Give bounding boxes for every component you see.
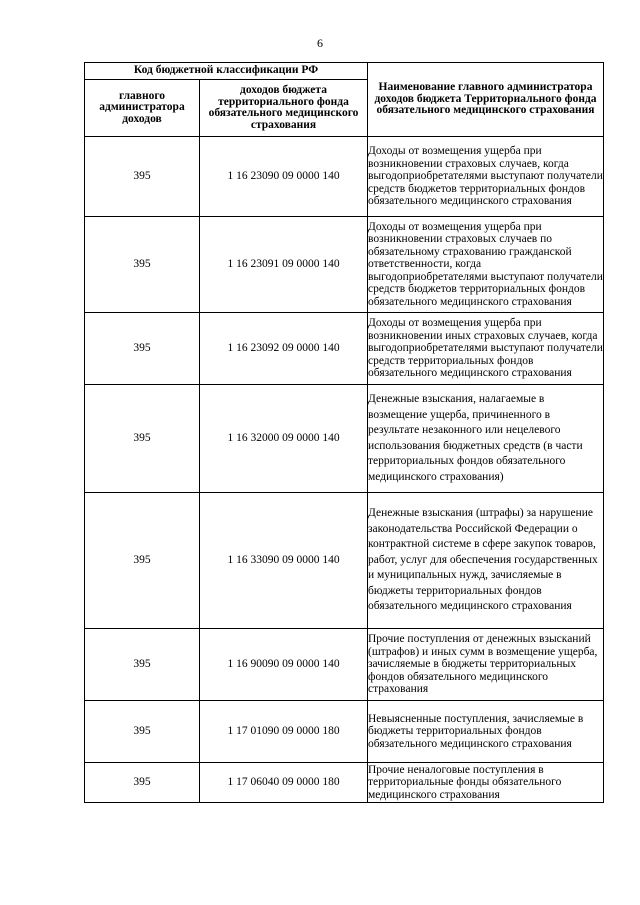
income-name-cell: Прочие неналоговые поступления в территориальные фонды обязательного медицинского страхования xyxy=(368,763,604,803)
header-administrator-name: Наименование главного администратора доходов бюджета Территориального фонда обязательного медицинского страхования xyxy=(368,63,604,137)
table-row xyxy=(85,763,604,803)
admin-code-cell: 395 xyxy=(85,701,200,763)
income-name-cell: Прочие поступления от денежных взысканий (штрафов) и иных сумм в возмещение ущерба, зачисляемые в бюджеты территориальных фондов обязательного медицинского страхования xyxy=(368,629,604,701)
income-name-cell: Доходы от возмещения ущерба при возникновении страховых случаев по обязательному страхованию гражданской ответственности, когда выгодоприобретателями выступают получатели средств бюджетов территориальных фондов обязательного медицинского страхования xyxy=(368,217,604,313)
table-row xyxy=(85,701,604,763)
admin-code-cell: 395 xyxy=(85,217,200,313)
header-budget-classification-code: Код бюджетной классификации РФ xyxy=(85,63,368,80)
table-row xyxy=(85,217,604,313)
table-row xyxy=(85,493,604,629)
admin-code-cell: 395 xyxy=(85,763,200,803)
page-number: 6 xyxy=(317,36,323,50)
table-row xyxy=(85,137,604,217)
admin-code-cell: 395 xyxy=(85,629,200,701)
admin-code-cell: 395 xyxy=(85,313,200,385)
admin-code-cell: 395 xyxy=(85,385,200,493)
header-main-administrator: главного администратора доходов xyxy=(85,80,200,137)
table-row xyxy=(85,629,604,701)
income-code-cell: 1 16 23092 09 0000 140 xyxy=(200,313,368,385)
admin-code-cell: 395 xyxy=(85,493,200,629)
income-code-cell: 1 16 23091 09 0000 140 xyxy=(200,217,368,313)
income-name-cell: Доходы от возмещения ущерба при возникновении иных страховых случаев, когда выгодоприобретателями выступают получатели средств территориальных фондов обязательного медицинского страхования xyxy=(368,313,604,385)
income-name-cell: Доходы от возмещения ущерба при возникновении страховых случаев, когда выгодоприобретателями выступают получатели средств бюджетов территориальных фондов обязательного медицинского страхования xyxy=(368,137,604,217)
admin-code-cell: 395 xyxy=(85,137,200,217)
income-code-cell: 1 16 90090 09 0000 140 xyxy=(200,629,368,701)
income-name-cell: Денежные взыскания, налагаемые в возмещение ущерба, причиненного в результате незаконного или нецелевого использования бюджетных средств (в части территориальных фондов обязательного медицинского страхования) xyxy=(368,385,604,493)
income-code-cell: 1 17 06040 09 0000 180 xyxy=(200,763,368,803)
header-budget-income: доходов бюджета территориального фонда обязательного медицинского страхования xyxy=(200,80,368,137)
income-code-cell: 1 16 23090 09 0000 140 xyxy=(200,137,368,217)
table-row xyxy=(85,385,604,493)
income-code-cell: 1 16 33090 09 0000 140 xyxy=(200,493,368,629)
income-code-cell: 1 17 01090 09 0000 180 xyxy=(200,701,368,763)
budget-classification-table xyxy=(84,62,604,803)
income-code-cell: 1 16 32000 09 0000 140 xyxy=(200,385,368,493)
table-row xyxy=(85,313,604,385)
income-name-cell: Невыясненные поступления, зачисляемые в бюджеты территориальных фондов обязательного медицинского страхования xyxy=(368,701,604,763)
income-name-cell: Денежные взыскания (штрафы) за нарушение законодательства Российской Федерации о контрактной системе в сфере закупок товаров, работ, услуг для обеспечения государственных и муниципальных нужд, зачисляемые в бюджеты территориальных фондов обязательного медицинского страхования xyxy=(368,493,604,629)
